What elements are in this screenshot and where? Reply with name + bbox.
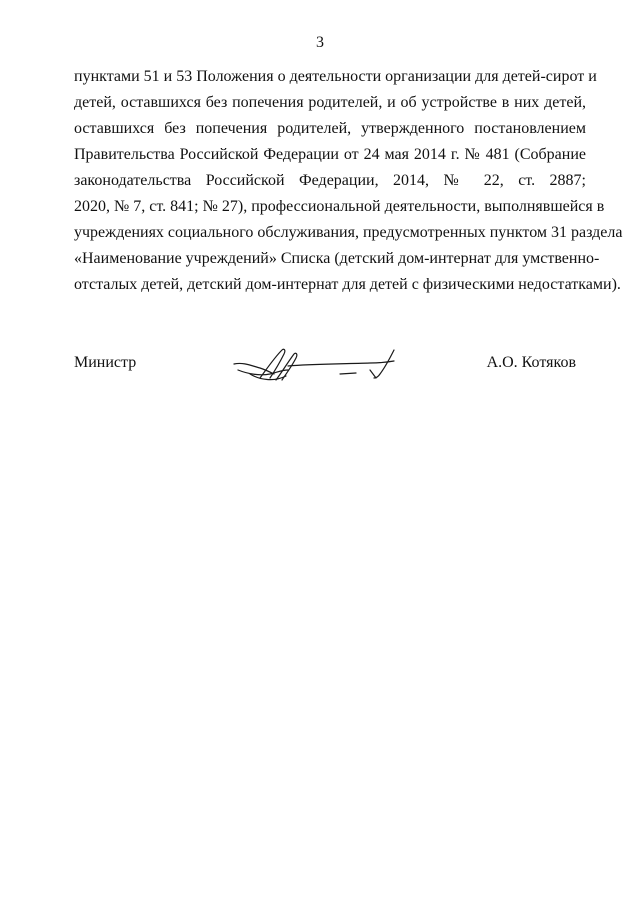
body-line: законодательства Российской Федерации, 2014, № 22, ст. 2887; [74,172,586,189]
signature-block [74,352,586,392]
body-line: учреждениях социального обслуживания, предусмотренных пунктом 31 раздела [74,224,623,241]
body-paragraph [74,64,623,298]
body-line: отсталых детей, детский дом-интернат для детей с физическими недостатками). [74,276,621,293]
page-number: 3 [316,34,324,51]
body-line: Правительства Российской Федерации от 24 мая 2014 г. № 481 (Собрание [74,146,586,163]
body-line: 2020, № 7, ст. 841; № 27), профессиональной деятельности, выполнявшейся в [74,198,605,215]
handwritten-signature [230,344,410,388]
signer-name: А.О. Котяков [486,354,576,371]
body-line: «Наименование учреждений» Списка (детский дом-интернат для умственно- [74,250,600,267]
body-line: пунктами 51 и 53 Положения о деятельности организации для детей-сирот и [74,68,597,85]
body-line: детей, оставшихся без попечения родителей, и об устройстве в них детей, [74,94,586,111]
body-line: оставшихся без попечения родителей, утвержденного постановлением [74,120,586,137]
signer-title: Министр [74,354,137,371]
